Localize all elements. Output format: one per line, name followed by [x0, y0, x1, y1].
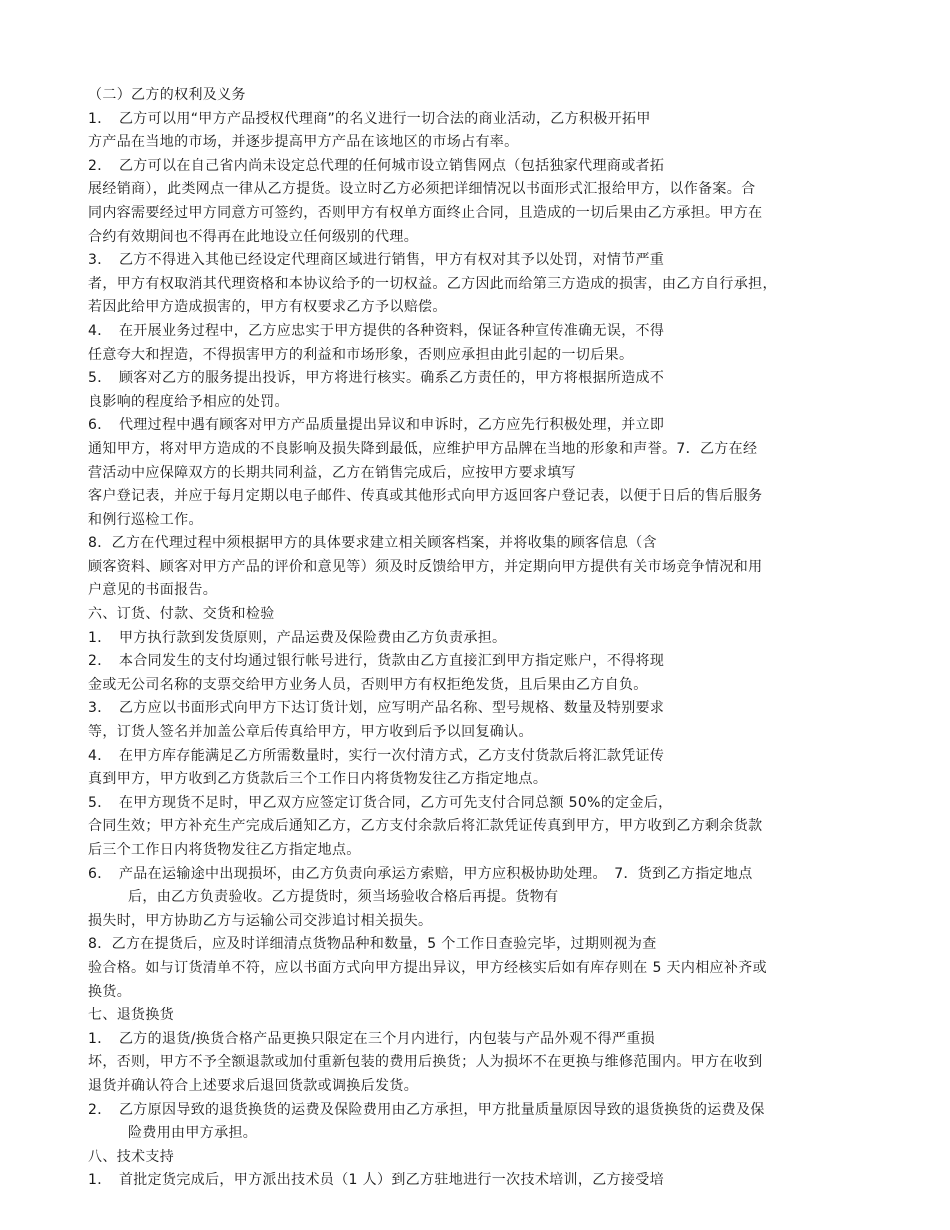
- text-line: 4． 在开展业务过程中，乙方应忠实于甲方提供的各种资料，保证各种宣传准确无误，不得: [88, 322, 665, 339]
- text-line: 2． 乙方可以在自己省内尚未设定总代理的任何城市设立销售网点（包括独家代理商或者拓: [88, 157, 665, 174]
- text-line: 通知甲方，将对甲方造成的不良影响及损失降到最低，应维护甲方品牌在当地的形象和声誉。7．乙方在经: [88, 440, 758, 457]
- document-body: [88, 84, 868, 1193]
- text-line: 六、订货、付款、交货和检验: [88, 606, 275, 623]
- text-line: 营活动中应保障双方的长期共同利益，乙方在销售完成后，应按甲方要求填写: [88, 464, 576, 481]
- text-line: 合同生效；甲方补充生产完成后通知乙方，乙方支付余款后将汇款凭证传真到甲方，甲方收到乙方剩余货款: [88, 818, 763, 835]
- text-line: 换货。: [88, 983, 132, 1000]
- text-line: 8．乙方在代理过程中须根据甲方的具体要求建立相关顾客档案，并将收集的顾客信息（含: [88, 535, 657, 552]
- text-line: 户意见的书面报告。: [88, 582, 218, 599]
- text-line: 1． 首批定货完成后，甲方派出技术员（1 人）到乙方驻地进行一次技术培训，乙方接受培: [88, 1172, 664, 1189]
- text-line: 和例行巡检工作。: [88, 511, 203, 528]
- text-line: 4． 在甲方库存能满足乙方所需数量时，实行一次付清方式，乙方支付货款后将汇款凭证传: [88, 747, 665, 764]
- text-line: 1． 乙方可以用“甲方产品授权代理商”的名义进行一切合法的商业活动，乙方积极开拓甲: [88, 110, 651, 127]
- text-line: 2． 本合同发生的支付均通过银行帐号进行，货款由乙方直接汇到甲方指定账户，不得将现: [88, 653, 665, 670]
- text-line: 同内容需要经过甲方同意方可签约，否则甲方有权单方面终止合同，且造成的一切后果由乙方承担。甲方在: [88, 204, 763, 221]
- text-line: 1． 甲方执行款到发货原则，产品运费及保险费由乙方负责承担。: [88, 629, 507, 646]
- text-line: 1． 乙方的退货/换货合格产品更换只限定在三个月内进行，内包装与产品外观不得严重损: [88, 1030, 655, 1047]
- text-line: 者，甲方有权取消其代理资格和本协议给予的一切权益。乙方因此而给第三方造成的损害，由乙方自行承担，: [88, 275, 777, 292]
- text-line: 退货并确认符合上述要求后退回货款或调换后发货。: [88, 1077, 419, 1094]
- text-line: 坏，否则，甲方不予全额退款或加付重新包装的费用后换货；人为损坏不在更换与维修范围内。甲方在收到: [88, 1054, 763, 1071]
- text-line: 客户登记表，并应于每月定期以电子邮件、传真或其他形式向甲方返回客户登记表，以便于日后的售后服务: [88, 488, 763, 505]
- text-line: （二）乙方的权利及义务: [88, 87, 246, 103]
- text-line: 2． 乙方原因导致的退货换货的运费及保险费用由乙方承担，甲方批量质量原因导致的退货换货的运费及保: [88, 1101, 765, 1118]
- text-line: 若因此给甲方造成损害的，甲方有权要求乙方予以赔偿。: [88, 299, 447, 316]
- text-line: 6． 产品在运输途中出现损坏，由乙方负责向承运方索赔，甲方应积极协助处理。 7．货到乙方指定地点: [88, 865, 753, 882]
- text-line: 后三个工作日内将货物发往乙方指定地点。: [88, 842, 361, 858]
- text-line: 3． 乙方不得进入其他已经设定代理商区域进行销售，甲方有权对其予以处罚，对情节严重: [88, 252, 665, 269]
- text-line: 良影响的程度给予相应的处罚。: [88, 393, 289, 410]
- text-line: 险费用由甲方承担。: [128, 1125, 258, 1142]
- text-line: 八、技术支持: [88, 1148, 175, 1165]
- text-line: 3． 乙方应以书面形式向甲方下达订货计划，应写明产品名称、型号规格、数量及特别要求: [88, 700, 665, 717]
- text-line: 展经销商），此类网点一律从乙方提货。设立时乙方必须把详细情况以书面形式汇报给甲方，以作备案。合: [88, 181, 756, 198]
- text-line: 金或无公司名称的支票交给甲方业务人员，否则甲方有权拒绝发货，且后果由乙方自负。: [88, 676, 648, 693]
- text-line: 5． 在甲方现货不足时，甲乙双方应签定订货合同，乙方可先支付合同总额 50%的定金后，: [88, 794, 673, 811]
- text-line: 顾客资料、顾客对甲方产品的评价和意见等）须及时反馈给甲方，并定期向甲方提供有关市场竞争情况和用: [88, 558, 763, 575]
- text-line: 6． 代理过程中遇有顾客对甲方产品质量提出异议和申诉时，乙方应先行积极处理，并立即: [88, 417, 665, 434]
- text-line: 真到甲方，甲方收到乙方货款后三个工作日内将货物发往乙方指定地点。: [88, 771, 548, 788]
- text-line: 5． 顾客对乙方的服务提出投诉，甲方将进行核实。确系乙方责任的，甲方将根据所造成不: [88, 370, 665, 387]
- text-line: 合约有效期间也不得再在此地设立任何级别的代理。: [88, 228, 419, 245]
- text-line: 损失时，甲方协助乙方与运输公司交涉追讨相关损失。: [88, 912, 433, 929]
- text-line: 8．乙方在提货后，应及时详细清点货物品种和数量，5 个工作日查验完毕，过期则视为查: [88, 936, 657, 953]
- text-line: 后，由乙方负责验收。乙方提货时，须当场验收合格后再提。货物有: [128, 889, 559, 906]
- text-line: 方产品在当地的市场，并逐步提高甲方产品在该地区的市场占有率。: [88, 134, 519, 151]
- text-line: 七、退货换货: [88, 1007, 175, 1024]
- text-line: 任意夸大和捏造，不得损害甲方的利益和市场形象，否则应承担由此引起的一切后果。: [88, 346, 634, 363]
- text-line: 等，订货人签名并加盖公章后传真给甲方，甲方收到后予以回复确认。: [88, 724, 533, 741]
- text-line: 验合格。如与订货清单不符，应以书面方式向甲方提出异议，甲方经核实后如有库存则在 5 天内相应补齐或: [88, 959, 767, 976]
